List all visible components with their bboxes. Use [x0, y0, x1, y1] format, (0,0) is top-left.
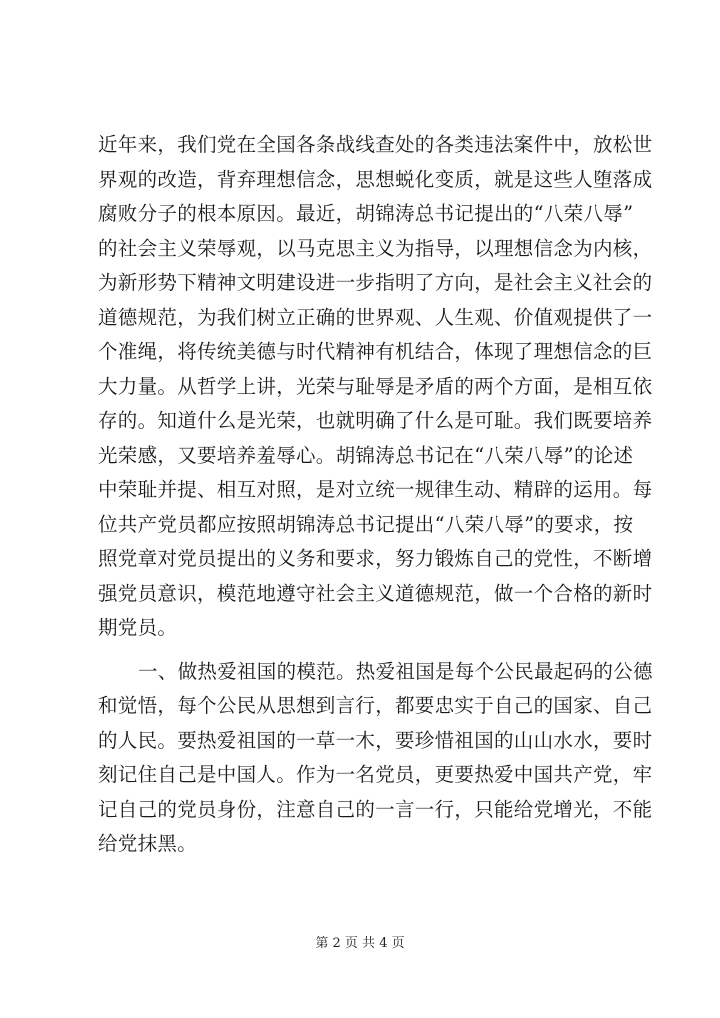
text-line: 大力量。从哲学上讲，光荣与耻辱是矛盾的两个方面，是相互依: [98, 374, 653, 398]
text-line: 存的。知道什么是光荣，也就明确了什么是可耻。我们既要培养: [98, 409, 653, 432]
text-line: 个准绳，将传统美德与时代精神有机结合，体现了理想信念的巨: [98, 340, 653, 363]
text-line: 和觉悟，每个公民从思想到言行，都要忠实于自己的国家、自己: [98, 694, 653, 717]
text-line: 期党员。: [98, 616, 178, 639]
text-line: 的社会主义荣辱观，以马克思主义为指导，以理想信念为内核，: [98, 236, 653, 260]
text-line: 界观的改造，背弃理想信念，思想蜕化变质，就是这些人堕落成: [98, 167, 653, 191]
text-line: 为新形势下精神文明建设进一步指明了方向，是社会主义社会的: [98, 271, 653, 294]
text-line: 位共产党员都应按照胡锦涛总书记提出“八荣八辱”的要求，按: [98, 512, 634, 536]
text-line: 照党章对党员提出的义务和要求，努力锻炼自己的党性，不断增: [98, 547, 653, 570]
text-line: 近年来，我们党在全国各条战线查处的各类违法案件中，放松世: [98, 133, 653, 156]
text-line: 光荣感，又要培养羞辱心。胡锦涛总书记在“八荣八辱”的论述: [98, 443, 634, 467]
text-line: 的人民。要热爱祖国的一草一木，要珍惜祖国的山山水水，要时: [98, 728, 653, 752]
paragraph-1: [98, 128, 666, 646]
text-line: 刻记住自己是中国人。作为一名党员，更要热爱中国共产党，牢: [98, 763, 653, 786]
text-line: 腐败分子的根本原因。最近，胡锦涛总书记提出的“八荣八辱”: [98, 202, 634, 225]
text-line: 给党抹黑。: [98, 832, 198, 855]
text-line: 中荣耻并提、相互对照，是对立统一规律生动、精辟的运用。每: [98, 478, 653, 501]
page-number-footer: 第 2 页 共 4 页: [315, 936, 405, 951]
body-text: [98, 128, 666, 862]
text-line: 一、做热爱祖国的模范。热爱祖国是每个公民最起码的公德: [138, 659, 653, 683]
text-line: 道德规范，为我们树立正确的世界观、人生观、价值观提供了一: [98, 305, 653, 329]
text-line: 强党员意识，模范地遵守社会主义道德规范，做一个合格的新时: [98, 581, 653, 605]
text-line: 记自己的党员身份，注意自己的一言一行，只能给党增光，不能: [98, 797, 653, 821]
paragraph-2: [98, 655, 666, 862]
